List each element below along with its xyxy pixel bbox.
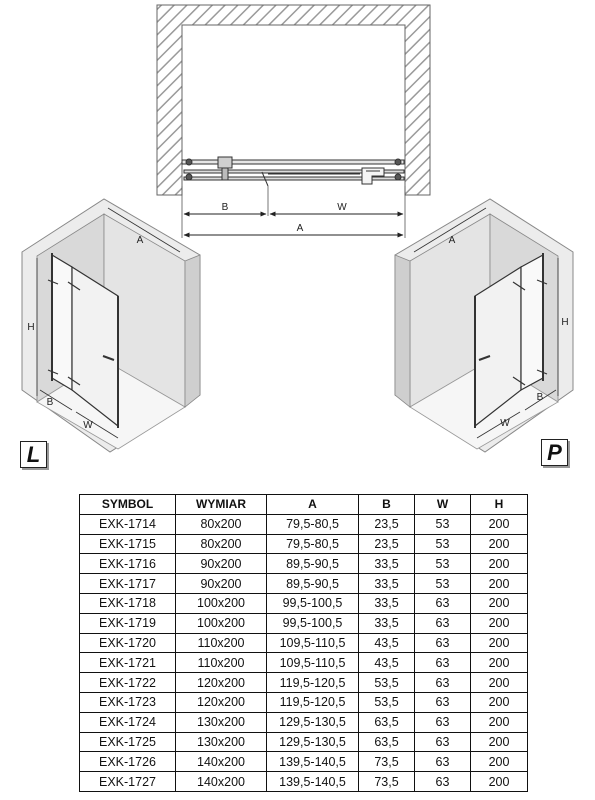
cell-b: 53,5 [359,692,415,712]
cell-b: 73,5 [359,772,415,792]
cell-h: 200 [471,633,528,653]
cell-wymiar: 140x200 [176,772,267,792]
cell-wymiar: 100x200 [176,593,267,613]
cell-b: 33,5 [359,613,415,633]
cell-w: 63 [415,692,471,712]
cell-b: 53,5 [359,673,415,693]
header-h: H [471,495,528,515]
cell-w: 63 [415,752,471,772]
cell-symbol: EXK-1717 [80,574,176,594]
left-version-badge: L [20,441,47,468]
cell-wymiar: 110x200 [176,633,267,653]
cell-a: 129,5-130,5 [267,712,359,732]
cell-b: 23,5 [359,534,415,554]
cell-w: 63 [415,653,471,673]
left-3d-view [22,199,200,452]
cell-w: 53 [415,574,471,594]
dim-label-w: W [337,202,347,213]
cell-a: 139,5-140,5 [267,752,359,772]
cell-symbol: EXK-1718 [80,593,176,613]
cell-w: 53 [415,554,471,574]
table-row [80,514,528,534]
cell-h: 200 [471,673,528,693]
cell-a: 89,5-90,5 [267,574,359,594]
cell-a: 139,5-140,5 [267,772,359,792]
cell-symbol: EXK-1720 [80,633,176,653]
cell-h: 200 [471,772,528,792]
cell-wymiar: 120x200 [176,673,267,693]
cell-symbol: EXK-1727 [80,772,176,792]
cell-a: 109,5-110,5 [267,653,359,673]
cell-a: 99,5-100,5 [267,593,359,613]
cell-a: 79,5-80,5 [267,514,359,534]
right-label-a: A [448,235,456,246]
right-label-h: H [561,317,569,328]
cell-a: 129,5-130,5 [267,732,359,752]
top-plan-view [157,5,430,238]
cell-wymiar: 90x200 [176,554,267,574]
cell-a: 119,5-120,5 [267,673,359,693]
cell-b: 43,5 [359,633,415,653]
table-header-row [80,495,528,515]
cell-b: 23,5 [359,514,415,534]
header-w: W [415,495,471,515]
cell-h: 200 [471,574,528,594]
cell-a: 99,5-100,5 [267,613,359,633]
cell-symbol: EXK-1721 [80,653,176,673]
left-label-w: W [83,420,93,431]
left-label-h: H [27,322,35,333]
cell-b: 73,5 [359,752,415,772]
header-wymiar: WYMIAR [176,495,267,515]
cell-h: 200 [471,613,528,633]
cell-b: 33,5 [359,554,415,574]
right-version-badge: P [541,439,568,466]
table-row [80,732,528,752]
table-row [80,613,528,633]
cell-symbol: EXK-1722 [80,673,176,693]
cell-h: 200 [471,752,528,772]
cell-symbol: EXK-1723 [80,692,176,712]
right-label-b: B [536,392,544,403]
cell-wymiar: 130x200 [176,732,267,752]
right-label-w: W [500,418,510,429]
cell-symbol: EXK-1716 [80,554,176,574]
cell-symbol: EXK-1719 [80,613,176,633]
left-label-a: A [136,235,144,246]
cell-h: 200 [471,534,528,554]
table-row [80,692,528,712]
table-row [80,574,528,594]
cell-symbol: EXK-1715 [80,534,176,554]
door-profile-plan [182,157,404,186]
right-3d-view [395,199,573,452]
left-label-b: B [46,397,54,408]
cell-w: 53 [415,514,471,534]
cell-wymiar: 90x200 [176,574,267,594]
cell-wymiar: 130x200 [176,712,267,732]
table-row [80,712,528,732]
cell-wymiar: 110x200 [176,653,267,673]
cell-symbol: EXK-1725 [80,732,176,752]
table-row [80,752,528,772]
cell-wymiar: 120x200 [176,692,267,712]
cell-symbol: EXK-1726 [80,752,176,772]
cell-w: 63 [415,673,471,693]
header-a: A [267,495,359,515]
cell-a: 79,5-80,5 [267,534,359,554]
cell-h: 200 [471,554,528,574]
hatched-wall [157,5,430,195]
cell-wymiar: 140x200 [176,752,267,772]
cell-h: 200 [471,593,528,613]
cell-a: 119,5-120,5 [267,692,359,712]
cell-a: 89,5-90,5 [267,554,359,574]
dim-label-b: B [221,202,229,213]
cell-wymiar: 80x200 [176,514,267,534]
header-symbol: SYMBOL [80,495,176,515]
cell-w: 53 [415,534,471,554]
cell-symbol: EXK-1714 [80,514,176,534]
table-row [80,653,528,673]
cell-w: 63 [415,732,471,752]
table-row [80,554,528,574]
table-row [80,673,528,693]
header-b: B [359,495,415,515]
table-row [80,534,528,554]
table-row [80,633,528,653]
dimensions-table [79,494,528,792]
cell-w: 63 [415,772,471,792]
cell-b: 63,5 [359,732,415,752]
cell-b: 63,5 [359,712,415,732]
cell-a: 109,5-110,5 [267,633,359,653]
table-row [80,772,528,792]
cell-w: 63 [415,593,471,613]
cell-h: 200 [471,514,528,534]
cell-h: 200 [471,712,528,732]
dim-label-a: A [296,223,304,234]
cell-w: 63 [415,633,471,653]
cell-w: 63 [415,712,471,732]
cell-wymiar: 100x200 [176,613,267,633]
cell-wymiar: 80x200 [176,534,267,554]
cell-h: 200 [471,692,528,712]
cell-h: 200 [471,732,528,752]
cell-b: 33,5 [359,593,415,613]
cell-h: 200 [471,653,528,673]
cell-b: 43,5 [359,653,415,673]
cell-w: 63 [415,613,471,633]
cell-symbol: EXK-1724 [80,712,176,732]
cell-b: 33,5 [359,574,415,594]
table-row [80,593,528,613]
